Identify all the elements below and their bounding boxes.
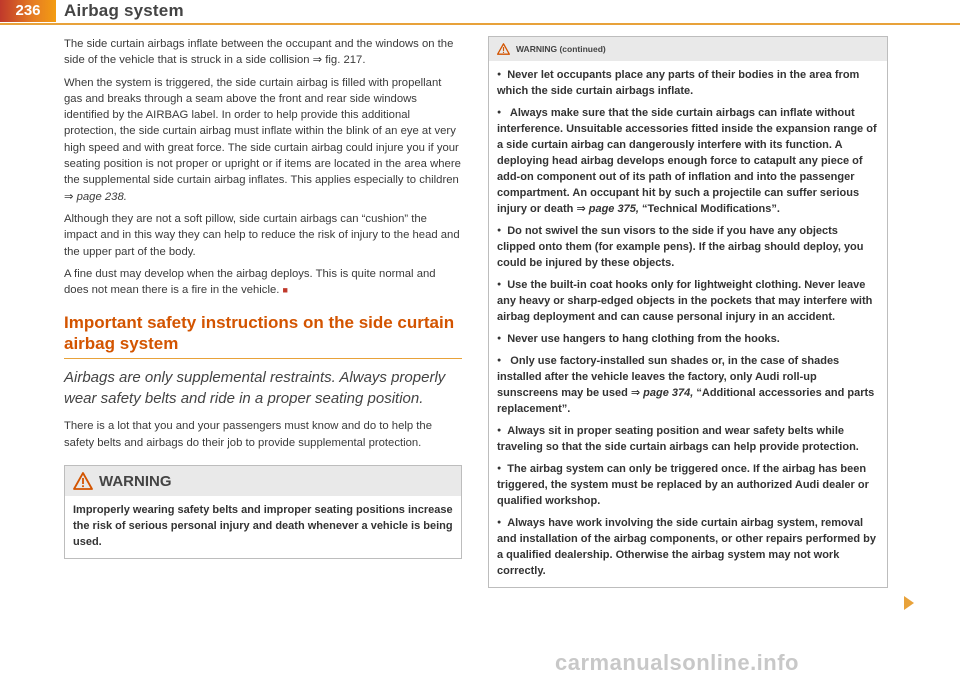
warning-header	[65, 466, 461, 496]
paragraph-side-curtain-inflate: The side curtain airbags inflate between the occupant and the windows on the side of the vehicle that is struck in a side collision ⇒ fig. 217.	[64, 38, 454, 67]
section-heading: Important safety instructions on the side curtain airbag system	[64, 312, 462, 359]
continue-arrow-icon	[904, 596, 914, 610]
right-column	[488, 36, 888, 588]
warning-triangle-icon	[497, 43, 510, 55]
page-reference-link[interactable]: ⇒ page 375,	[576, 203, 639, 215]
section-intro: Airbags are only supplemental restraints. Always properly wear safety belts and ride in a proper seating position.	[64, 369, 446, 408]
warning-continued-title: WARNING (continued)	[516, 44, 606, 54]
warning-bullet: ● Only use factory-installed sun shades or, in the case of shades installed after the vehicle leaves the factory, only Audi roll-up sunscreens may be used ⇒ page 374, “Additional accessories and parts replacement”.	[497, 353, 879, 417]
page-title: Airbag system	[64, 1, 184, 20]
warning-continued-header	[489, 37, 887, 61]
warning-bullet: ● Always sit in proper seating position and wear safety belts while traveling so that the side curtain airbags can help provide protection.	[497, 423, 879, 455]
watermark: carmanualsonline.info	[555, 650, 799, 675]
warning-bullet: ● The airbag system can only be triggered once. If the airbag has been triggered, the system must be replaced by an authorized Audi dealer or qualified workshop.	[497, 461, 879, 509]
header-divider	[0, 23, 960, 25]
page-reference-link[interactable]: ⇒ page 374,	[630, 387, 694, 399]
figure-reference-link[interactable]: ⇒ fig. 217.	[312, 54, 366, 67]
warning-triangle-icon	[73, 472, 93, 490]
warning-title: WARNING	[99, 472, 172, 490]
end-of-section-marker: ■	[282, 285, 288, 296]
warning-box	[64, 465, 462, 559]
left-column	[64, 36, 462, 559]
page-number-badge: 236	[0, 0, 56, 22]
paragraph-fine-dust: A fine dust may develop when the airbag deploys. This is quite normal and does not mean there is a fire in the vehicle. ■	[64, 267, 436, 297]
paragraph-system-triggered: When the system is triggered, the side curtain airbag is filled with propellant gas and breaks through a seam above the front and rear side windows identified by the AIRBAG label. In order to help provide this additional protection, the side curtain airbag must inflate within the blink of an eye at very high speed and with great force. The side curtain airbag could injure you if your seating position is not proper or upright or if items are located in the area where the supplemental side curtain airbag inflates. This applies especially to children ⇒ page 238.	[64, 76, 461, 203]
warning-bullet: ● Never use hangers to hang clothing from the hooks.	[497, 331, 879, 347]
page-reference-link[interactable]: ⇒ page 238.	[64, 190, 127, 203]
warning-bullet: ● Always make sure that the side curtain airbags can inflate without interference. Unsuitable accessories fitted inside the expansion range of a side curtain airbag can dangerously interfere with its function. A deploying head airbag develops enough force to catapult any piece of add-on component out of its path of inflation and into the passenger compartment. An occupant hit by such a projectile can suffer serious injury or death ⇒ page 375, “Technical Modifications”.	[497, 105, 879, 217]
warning-bullet: ● Never let occupants place any parts of their bodies in the area from which the side curtain airbags inflate.	[497, 67, 879, 99]
warning-bullet: ● Use the built-in coat hooks only for lightweight clothing. Never leave any heavy or sharp-edged objects in the pockets that may interfere with airbag deployment and can cause personal injury in an accident.	[497, 277, 879, 325]
warning-continued-body	[489, 61, 887, 587]
paragraph-passengers: There is a lot that you and your passengers must know and do to help the safety belts and airbags do their job to provide supplemental protection.	[64, 420, 432, 449]
warning-bullet: ● Always have work involving the side curtain airbag system, removal and installation of the airbag components, or other repairs performed by a qualified dealership. Otherwise the airbag system may not work correctly.	[497, 515, 879, 579]
warning-bullet: ● Do not swivel the sun visors to the side if you have any objects clipped onto them (for example pens). If the airbag should deploy, you could be injured by these objects.	[497, 223, 879, 271]
warning-text: Improperly wearing safety belts and improper seating positions increase the risk of serious personal injury and death whenever a vehicle is being used.	[73, 504, 453, 549]
warning-continued-box	[488, 36, 888, 588]
paragraph-cushion: Although they are not a soft pillow, side curtain airbags can “cushion” the impact and in this way they can help to reduce the risk of injury to the head and the upper part of the body.	[64, 212, 460, 258]
